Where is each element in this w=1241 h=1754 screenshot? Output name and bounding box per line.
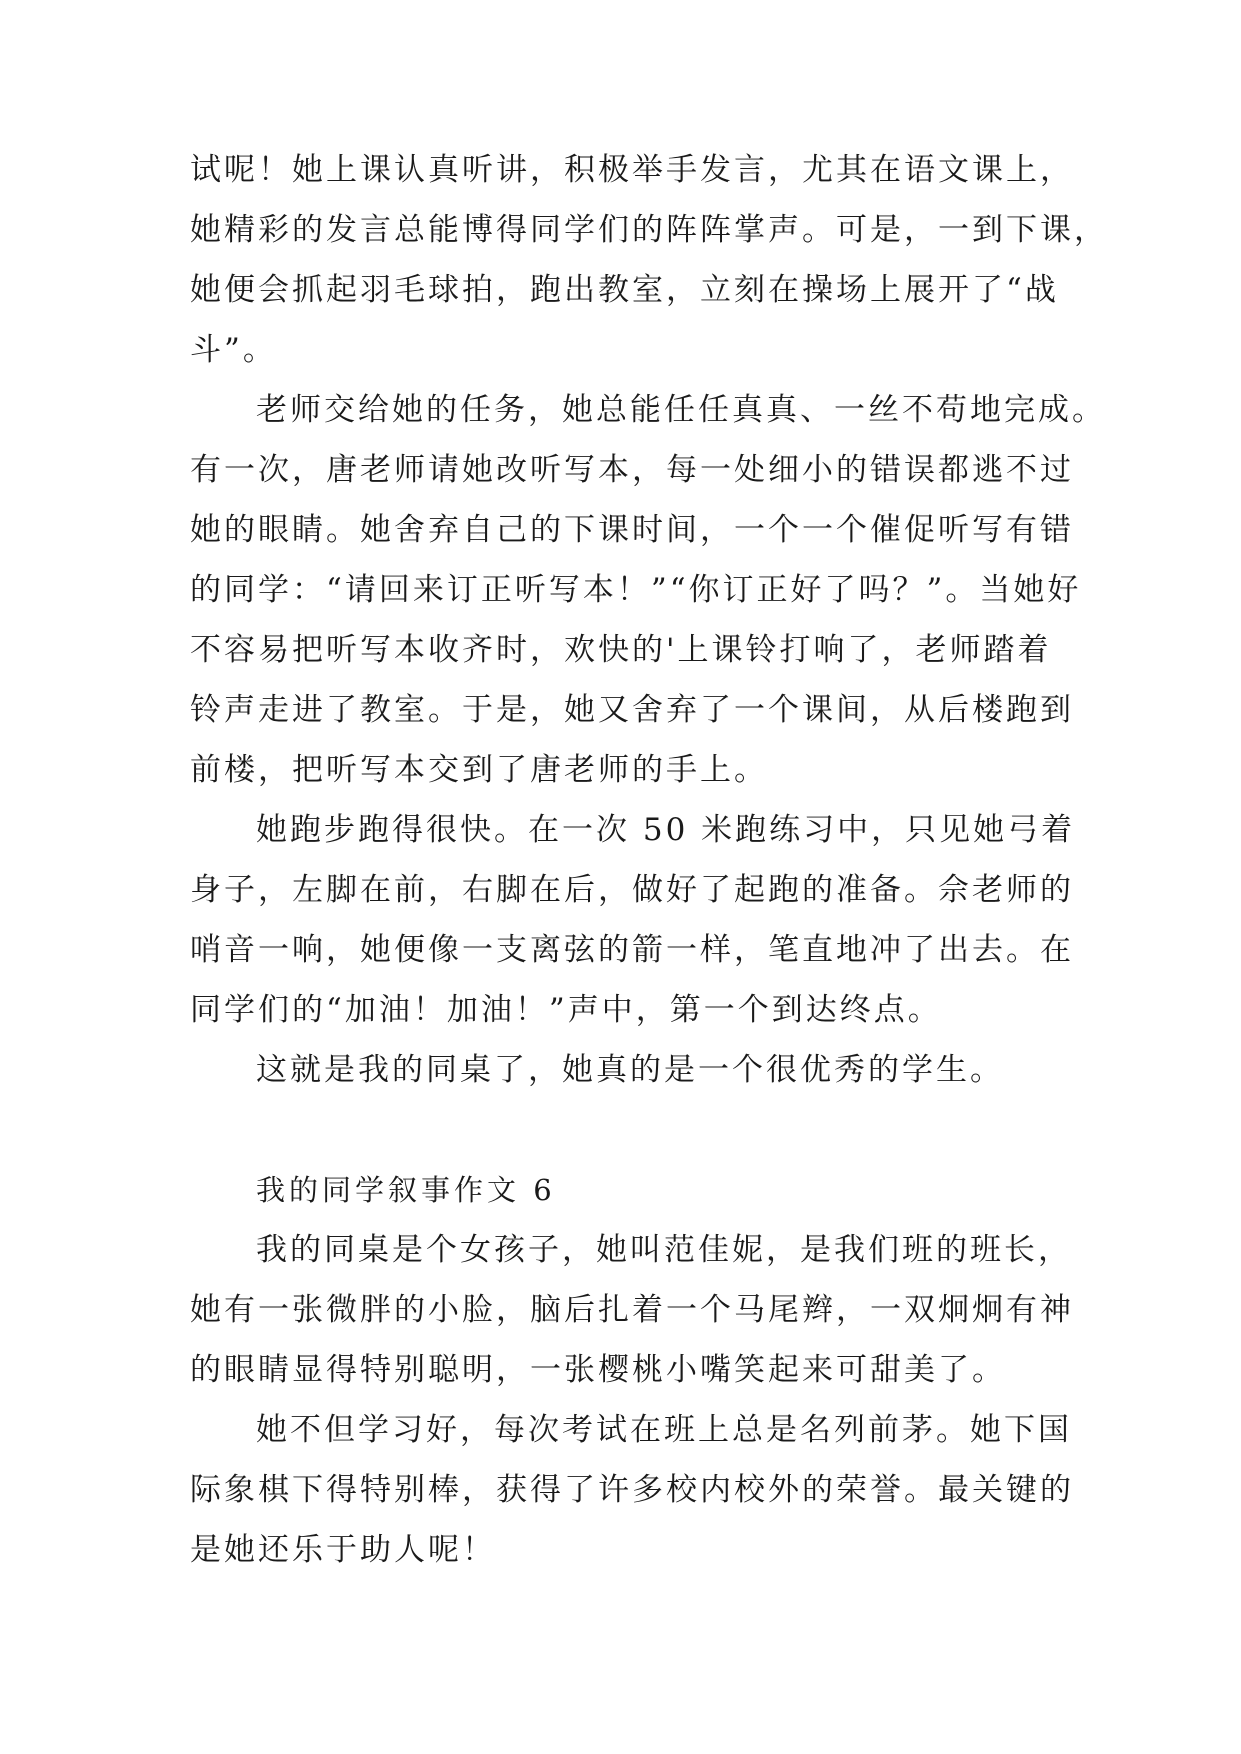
section-title: 我的同学叙事作文 6 [256, 1173, 556, 1207]
paragraph-2-line-2: 有一次，唐老师请她改听写本，每一处细小的错误都逃不过 [190, 452, 1074, 488]
paragraph-1-line-4: 斗”。 [190, 332, 277, 368]
section-paragraph-1-line-1: 我的同桌是个女孩子，她叫范佳妮，是我们班的班长， [256, 1232, 1072, 1268]
paragraph-3-line-2: 身子，左脚在前，右脚在后，做好了起跑的准备。佘老师的 [190, 872, 1074, 908]
paragraph-2-line-5: 不容易把听写本收齐时，欢快的'上课铃打响了，老师踏着 [190, 632, 1052, 668]
paragraph-2-line-3: 她的眼睛。她舍弃自己的下课时间，一个一个催促听写有错 [190, 512, 1074, 548]
section-paragraph-2-line-1: 她不但学习好，每次考试在班上总是名列前茅。她下国 [256, 1412, 1072, 1448]
paragraph-4-line-1: 这就是我的同桌了，她真的是一个很优秀的学生。 [256, 1052, 1004, 1088]
section-paragraph-2-line-3: 是她还乐于助人呢！ [190, 1532, 496, 1568]
paragraph-3-line-1: 她跑步跑得很快。在一次 50 米跑练习中，只见她弓着 [256, 812, 1076, 848]
paragraph-3-line-3: 哨音一响，她便像一支离弦的箭一样，笔直地冲了出去。在 [190, 932, 1074, 968]
section-paragraph-2-line-2: 际象棋下得特别棒，获得了许多校内校外的荣誉。最关键的 [190, 1472, 1074, 1508]
paragraph-2-line-6: 铃声走进了教室。于是，她又舍弃了一个课间，从后楼跑到 [190, 692, 1074, 728]
section-paragraph-1-line-3: 的眼睛显得特别聪明，一张樱桃小嘴笑起来可甜美了。 [190, 1352, 1006, 1388]
paragraph-2-line-4: 的同学：“请回来订正听写本！”“你订正好了吗？”。当她好 [190, 572, 1082, 608]
paragraph-3-line-4: 同学们的“加油！加油！”声中，第一个到达终点。 [190, 992, 942, 1028]
paragraph-2-line-7: 前楼，把听写本交到了唐老师的手上。 [190, 752, 768, 788]
paragraph-1-line-3: 她便会抓起羽毛球拍，跑出教室，立刻在操场上展开了“战 [190, 272, 1059, 308]
paragraph-2-line-1: 老师交给她的任务，她总能任任真真、一丝不苟地完成。 [256, 392, 1106, 428]
paragraph-1-line-2: 她精彩的发言总能博得同学们的阵阵掌声。可是，一到下课， [190, 212, 1108, 248]
section-paragraph-1-line-2: 她有一张微胖的小脸，脑后扎着一个马尾辫，一双炯炯有神 [190, 1292, 1074, 1328]
paragraph-1-line-1: 试呢！她上课认真听讲，积极举手发言，尤其在语文课上， [190, 152, 1074, 188]
